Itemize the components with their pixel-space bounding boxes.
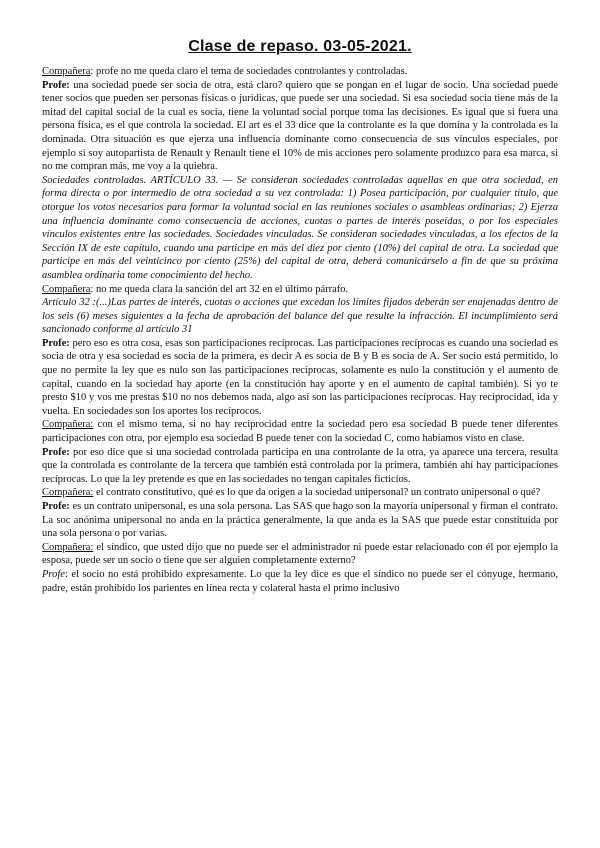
speaker-label: Compañera: (42, 419, 94, 431)
speaker-label: Compañera (42, 66, 91, 77)
law-article-quote (42, 174, 558, 283)
law-article-quote (42, 296, 558, 337)
speaker-label: Compañera (42, 283, 91, 295)
paragraph-text: es un contrato unipersonal, es una sola persona. Las SAS que hago son la mayoría unipersonal y firman el contrato. La soc anónima unipersonal no anda en la práctica generalmente, la que anda es la SAS que puede estar constituida por una sola persona o por varias. (42, 501, 558, 540)
speaker-label: Profe: (42, 446, 70, 458)
paragraph-student-question: Compañera: profe no me queda claro el tema de sociedades controlantes y controladas. (42, 66, 408, 77)
paragraph-text: con el mismo tema, si no hay reciprocidad entre la sociedad pero esa sociedad B puede tener diferentes participaciones con otra, por ejemplo esa sociedad B puede tener con la sociedad C, como habíamos visto en clase. (42, 419, 559, 445)
paragraph-student-question (42, 486, 558, 500)
paragraph-text: Artículo 32 :(...)Las partes de interés, cuotas o acciones que excedan los límites fijados deberán ser enajenadas dentro de los seis (6) meses siguientes a la fecha de aprobación del balance del que resulte la infracción. El incumplimiento será sancionado conforme al artículo 31 (42, 297, 558, 336)
speaker-label: Profe: (42, 79, 70, 91)
paragraph-text: el contrato constitutivo, qué es lo que da origen a la sociedad unipersonal? un contrato unipersonal o qué? (95, 487, 541, 499)
speaker-label: Compañera: (42, 487, 94, 499)
paragraph-text: profe no me queda claro el tema de sociedades controlantes y controladas. (95, 66, 408, 77)
paragraph-text: el síndico, que usted dijo que no puede ser el administrador ni puede estar relacionado con él por ejemplo la esposa, puede ser un socio o tiene que ser alguien completamente externo? (42, 541, 559, 567)
speaker-label: Compañera: (42, 541, 94, 553)
paragraph-professor-answer: Profe: el socio no está prohibido expresamente. Lo que la ley dice es que el síndico no puede ser el cónyuge, hermano, padre, están prohibido los parientes en línea recta y colateral hasta el primo inclusivo (42, 568, 558, 594)
speaker-label: Profe: (42, 501, 70, 512)
paragraph-student-question (42, 418, 558, 445)
paragraph-professor-answer (42, 79, 558, 174)
paragraph-professor-answer (42, 337, 558, 419)
paragraph-text: el socio no está prohibido expresamente. Lo que la ley dice es que el síndico no puede ser el cónyuge, hermano, padre, están prohibido los parientes en línea recta y colateral hasta el primo inclusivo (42, 568, 558, 594)
paragraph-professor-answer (42, 446, 558, 487)
paragraph-text: una sociedad puede ser socia de otra, está claro? quiero que se pongan en el lugar de socio. Una sociedad puede tener socios que pueden ser personas físicas o jurídicas, que puede ser una sociedad. Si esa sociedad socia tiene más de la mitad del capital social de la cual es socia, tiene la voluntad social porque toma las decisiones. Es igual que si fuera una persona física, es el que controla la sociedad. El art es el 33 dice que la controlante es la que domina y la controlada es la dominada. Otra situación es que ejerza una influencia dominante como consecuencia de sus vínculos especiales, por ejemplo si soy autopartista de Renault y Renault tiene el 10% de mis acciones pero solamente produzco para esa marca, si no me compran más, me voy a la quiebra. (42, 79, 559, 173)
speaker-label: Profe (42, 568, 65, 580)
paragraph-student-question: Compañera: no me queda clara la sanción del art 32 en el último párrafo. (42, 283, 349, 295)
speaker-label: Profe: (42, 337, 70, 349)
paragraph-text: Sociedades controladas. ARTÍCULO 33. — Se consideran sociedades controladas aquellas en que otra sociedad, en forma directa o por intermedio de otra sociedad a su vez controlada: 1) Posea participación, por cualquier título, que otorgue los votos necesarios para formar la voluntad social en las reuniones sociales o asambleas ordinarias; 2) Ejerza una influencia dominante como consecuencia de acciones, cuotas o partes de interés poseídas, o por los especiales vínculos existentes entre las sociedades. Sociedades vinculadas. Se consideran sociedades vinculadas, a los efectos de la Sección IX de este capítulo, cuando una participe en más del diez por ciento (10%) del capital de otra. La sociedad que participe en más del veinticinco por ciento (25%) del capital de otra, deberá comunicárselo a fin de que su próxima asamblea ordinaria tome conocimiento del hecho. (42, 174, 558, 281)
paragraph-text: pero eso es otra cosa, esas son participaciones recíprocas. Las participaciones recíprocas es cuando una sociedad es socia de otra y esa sociedad es socia de la primera, es decir A es socia de B y B es socia de A. Ser socio está permitido, lo que no permite la ley que es nulo son las participaciones recíprocas, solamente es nulo la constitución y el aumento de capital, cuando en la sociedad hay aporte (en la constitución hay aporte y en el aumento de capital también). Si yo te presto $10 y vos me prestas $10 no nos debemos nada, algo así son las participaciones recíprocas. Hay reciprocidad, ida y vuelta. En sociedades son los aportes los recíprocos. (42, 337, 559, 417)
document-title: Clase de repaso. 03-05-2021. (188, 38, 412, 55)
paragraph-student-question (42, 541, 558, 568)
paragraph-text: no me queda clara la sanción del art 32 en el último párrafo. (95, 283, 349, 295)
paragraph-professor-answer (42, 500, 558, 541)
paragraph-text: por eso dice que si una sociedad controlada participa en una controlante de la otra, ya aparece una tercera, resulta que la controlada es controlante de la tercera que también está controlada por la primera, también ahí hay participaciones recíprocas. Lo que la ley pretende es que en las sociedades no tengan capitales ficticios. (42, 446, 559, 485)
